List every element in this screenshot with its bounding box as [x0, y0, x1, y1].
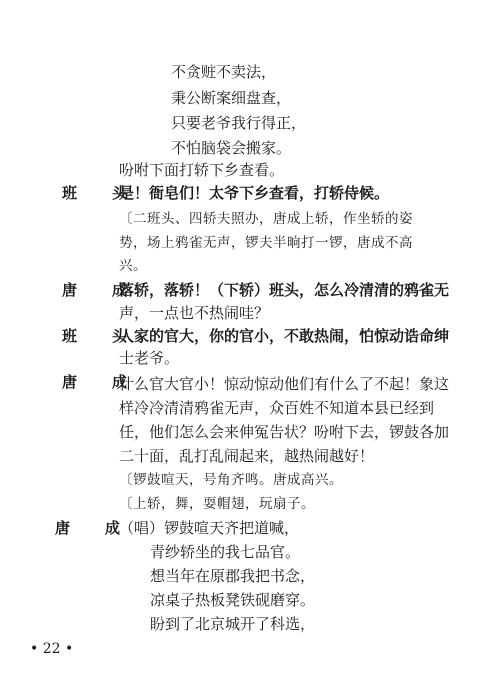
verse-line: 只要老爷我行得正，: [171, 114, 307, 132]
dialogue-line: 什么官大官小！惊动惊动他们有什么了不起！象这: [119, 375, 450, 393]
verse-line: 不贪赃不卖法，: [171, 63, 277, 81]
speaker-name: 唐 成: [62, 373, 138, 391]
speaker-name: 唐 成: [62, 281, 138, 299]
speaker-name: 班 头: [62, 184, 138, 202]
speaker-name: 唐 成: [55, 519, 131, 537]
dialogue-line: （唱）锣鼓喧天齐把道喊，: [119, 519, 300, 537]
stage-direction: 〔锣鼓喧天，号角齐鸣。唐成高兴。: [119, 472, 343, 488]
speaker-name: 班 头: [62, 327, 138, 345]
verse-line: 秉公断案细盘查，: [171, 89, 292, 107]
verse-line: 盼到了北京城开了科选，: [150, 615, 316, 633]
stage-direction: 〔二班头、四轿夫照办，唐成上轿，作坐轿的姿: [119, 211, 413, 227]
dialogue-line: 任，他们怎么会来伸冤告状？吩咐下去，锣鼓各加: [119, 423, 450, 441]
verse-line: 青纱轿坐的我七品官。: [150, 543, 301, 561]
page-number: • 22 •: [30, 641, 74, 657]
dialogue-line: 样冷冷清清鸦雀无声，众百姓不知道本县已经到: [119, 399, 435, 417]
dialogue-line: 落轿，落轿！（下轿）班头，怎么冷清清的鸦雀无: [119, 281, 450, 299]
dialogue-line: 二十面，乱打乱闹起来，越热闹越好！: [119, 447, 375, 465]
stage-direction: 兴。: [119, 258, 147, 274]
verse-line: 凉桌子热板凳铁砚磨穿。: [150, 591, 316, 609]
dialogue-line: 士老爷。: [119, 349, 180, 367]
dialogue-line: 声，一点也不热闹哇？: [119, 304, 270, 322]
dialogue-line: 人家的官大，你的官小，不敢热闹，怕惊动诰命绅: [119, 327, 450, 345]
stage-direction: 〔上轿，舞，耍帽翅，玩扇子。: [119, 496, 315, 512]
verse-line: 不怕脑袋会搬家。: [171, 139, 292, 157]
stage-direction: 势，场上鸦雀无声，锣夫半晌打一锣，唐成不高: [119, 235, 413, 251]
dialogue-line: 吩咐下面打轿下乡查看。: [119, 161, 285, 179]
verse-line: 想当年在原郡我把书念，: [150, 567, 316, 585]
dialogue-line: 是！衙皂们！太爷下乡查看，打轿侍候。: [119, 184, 390, 202]
